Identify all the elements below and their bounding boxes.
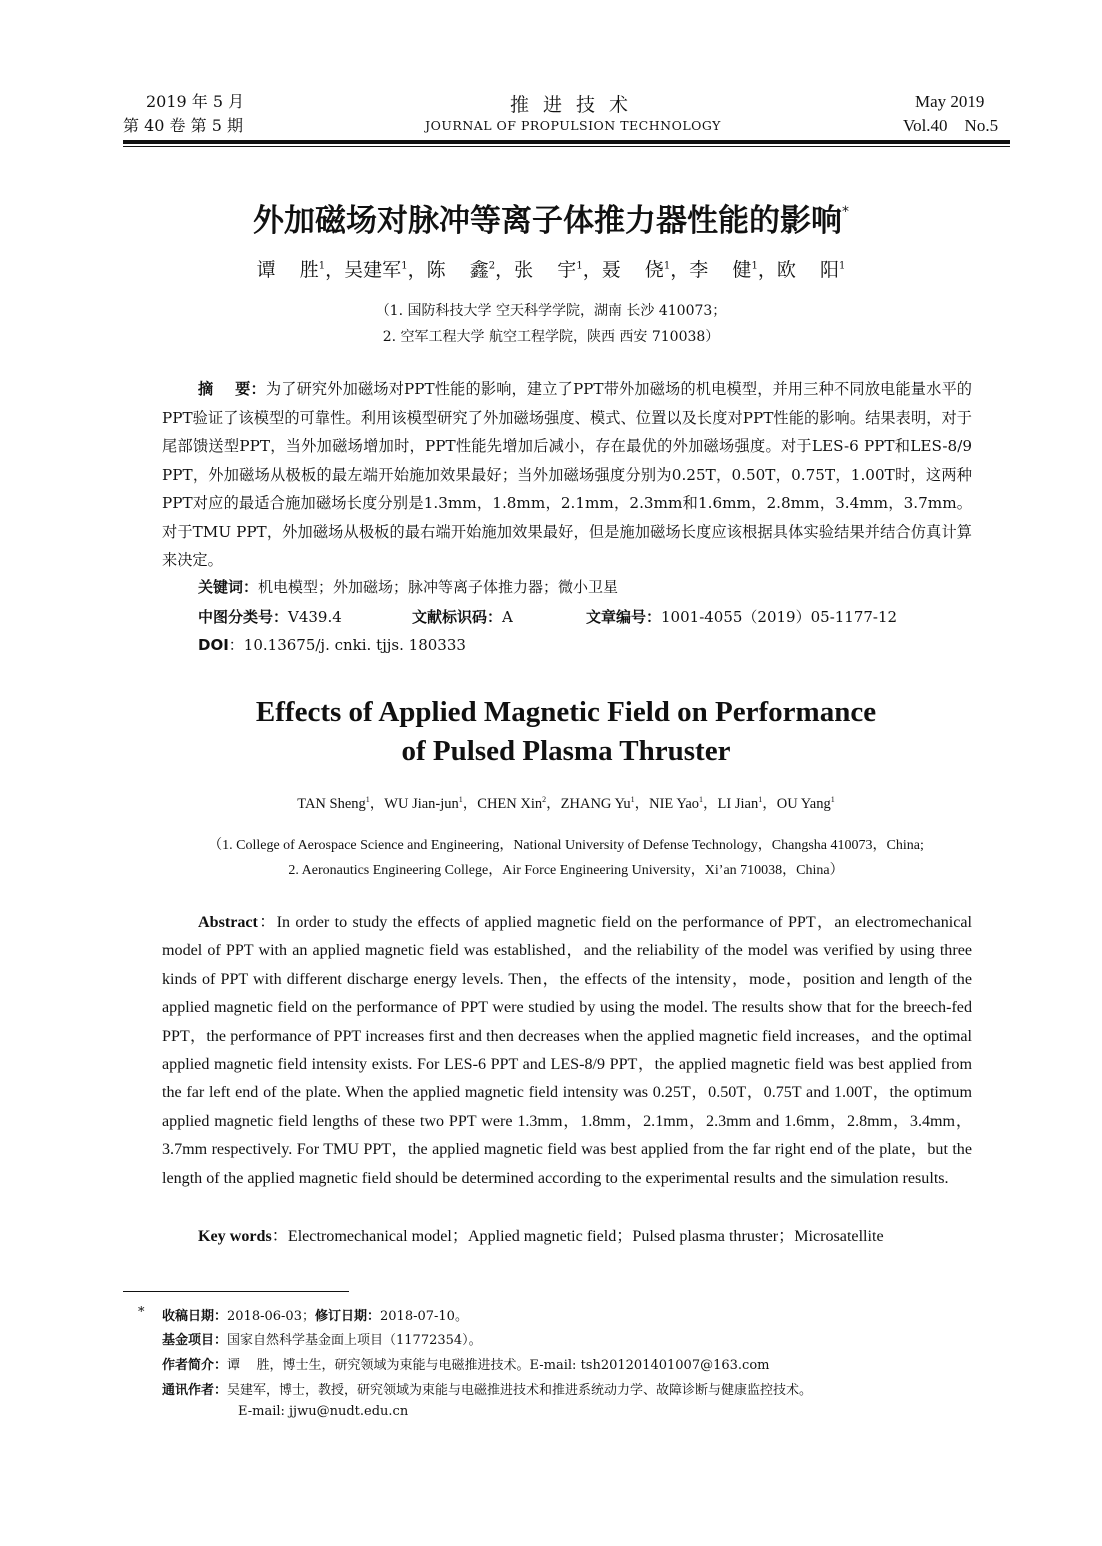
- article-number-label: 文章编号：: [586, 608, 662, 626]
- revised-label: 修订日期：: [314, 1309, 380, 1324]
- doi-label: DOI: [198, 636, 229, 654]
- issue-date-cn: 2019 年 5 月: [146, 92, 245, 111]
- author-cn: 陈 鑫: [426, 259, 489, 281]
- corresponding-label: 通讯作者：: [162, 1383, 228, 1398]
- abstract-en-text: ：In order to study the effects of applied magnetic field on the performance of PPT，an electromechanical model of PPT with an applied magnetic field was established，and the reliability of the model was verified by using three kinds of PPT with different discharge energy levels. Then，the effects of the intensity，mode，position and length of the applied magnetic field on the performance of PPT were studied by using the model. The results show that for the breech-fed PPT，the performance of PPT increases first and then decreases when the applied magnetic field increases，and the optimal applied magnetic field intensity exists. For LES-6 PPT and LES-8/9 PPT，the applied magnetic field was best applied from the far left end of the plate. When the applied magnetic field intensity was 0.25T，0.50T，0.75T and 1.00T，the optimum applied magnetic field lengths of these two PPT were 1.3mm，1.8mm，2.1mm，2.3mm and 1.6mm，2.8mm，3.4mm，3.7mm respectively. For TMU PPT，the applied magnetic field was best applied from the far right end of the plate，but the length of the applied magnetic field should be determined according to the experimental results and the simulation results.: [162, 914, 972, 1187]
- author-en: CHEN Xin: [477, 796, 543, 812]
- doi[interactable]: [198, 634, 466, 655]
- paper-title-en-line1: Effects of Applied Magnetic Field on Performance: [255, 696, 877, 728]
- doc-code: [412, 606, 513, 627]
- footnote-star: *: [138, 1305, 145, 1320]
- author-sup: 1: [830, 795, 835, 805]
- corresponding-email[interactable]: E-mail: jjwu@nudt.edu.cn: [238, 1404, 409, 1419]
- footnote-fund: [162, 1329, 482, 1348]
- paper-title-cn-text: 外加磁场对脉冲等离子体推力器性能的影响: [253, 203, 842, 239]
- authors-en: TAN Sheng$^1$，WU Jian-jun$^1$，CHEN Xin$^2$，ZHANG Yu$^1$，NIE Yao$^1$，LI Jian$^1$，OU Yang$^1$: [297, 795, 835, 812]
- author-sup: 1: [758, 795, 763, 805]
- revised-value: 2018-07-10。: [380, 1309, 468, 1324]
- volume-issue-cn: 第 40 卷 第 5 期: [123, 116, 243, 135]
- author-sup: 1: [663, 260, 671, 272]
- journal-title-cn: 推进技术: [509, 94, 642, 116]
- doc-code-value: A: [502, 608, 513, 626]
- author-sup: 1: [630, 795, 635, 805]
- keywords-en-label: Key words: [198, 1228, 272, 1245]
- author-sup: 1: [576, 260, 583, 272]
- abstract-en: [162, 909, 972, 1193]
- article-number-value: 1001-4055（2019）05-1177-12: [661, 608, 898, 626]
- abstract-cn-label: 摘 要：: [198, 380, 266, 398]
- author-bio-value: 谭 胜，博士生，研究领域为束能与电磁推进技术。E-mail: tsh201201401007@163.com: [227, 1358, 770, 1373]
- footnote-rule: [123, 1291, 349, 1292]
- author-cn: 吴建军: [344, 259, 402, 281]
- author-sup: 1: [318, 260, 326, 272]
- clc-label: 中图分类号：: [198, 608, 289, 626]
- header-rule-thin: [123, 146, 1010, 147]
- received-label: 收稿日期：: [162, 1309, 228, 1324]
- keywords-cn-label: 关键词：: [198, 578, 259, 596]
- author-en: OU Yang: [776, 796, 831, 812]
- author-cn: 张 宇: [514, 259, 577, 281]
- article-number: [586, 606, 897, 627]
- author-sup: 1: [458, 795, 463, 805]
- author-en: LI Jian: [717, 796, 759, 812]
- author-sup: 1: [839, 260, 846, 272]
- clc-value: V439.4: [288, 608, 342, 626]
- keywords-cn: [198, 576, 618, 597]
- author-cn: 欧 阳: [776, 259, 839, 281]
- author-sup: 1: [365, 795, 370, 805]
- fund-value: 国家自然科学基金面上项目（11772354）。: [227, 1333, 482, 1348]
- author-sup: 1: [699, 795, 704, 805]
- author-cn: 李 健: [689, 259, 752, 281]
- volume-issue-en: Vol.40 No.5: [903, 116, 999, 135]
- issue-date-en: May 2019: [915, 92, 985, 111]
- author-en: ZHANG Yu: [560, 796, 631, 812]
- author-en: WU Jian-jun: [384, 796, 459, 812]
- footnote-author: [162, 1354, 769, 1373]
- clc-number: [198, 606, 342, 627]
- author-sup: 2: [488, 260, 496, 272]
- keywords-en: [198, 1222, 884, 1246]
- affiliation-en-1: （1. College of Aerospace Science and Engineering，National University of Defense Technology，Changsha 410073，China;: [208, 838, 924, 853]
- author-sup: 2: [542, 795, 547, 805]
- journal-title-en: JOURNAL OF PROPULSION TECHNOLOGY: [425, 118, 721, 133]
- footnote-corresponding: [162, 1379, 812, 1398]
- corresponding-value: 吴建军，博士，教授，研究领域为束能与电磁推进技术和推进系统动力学、故障诊断与健康监控技术。: [227, 1383, 813, 1398]
- footnote-dates: [162, 1305, 468, 1324]
- author-bio-label: 作者简介：: [162, 1358, 228, 1373]
- affiliation-en-2: 2. Aeronautics Engineering College，Air Force Engineering University，Xi’an 710038，China）: [288, 863, 844, 878]
- author-cn: 聂 侥: [601, 259, 664, 281]
- keywords-en-text: ：Electromechanical model；Applied magnetic field；Pulsed plasma thruster；Microsatellite: [271, 1228, 884, 1245]
- header-rule-thick: [123, 140, 1010, 144]
- affiliation-cn-1: （1. 国防科技大学 空天科学学院，湖南 长沙 410073；: [375, 303, 727, 319]
- author-sup: 1: [401, 260, 408, 272]
- affiliation-cn-2: 2. 空军工程大学 航空工程学院，陕西 西安 710038）: [382, 329, 720, 345]
- paper-title-en-line2: of Pulsed Plasma Thruster: [401, 735, 731, 767]
- doi-value: ：10.13675/j. cnki. tjjs. 180333: [228, 636, 466, 654]
- abstract-cn-text: 为了研究外加磁场对PPT性能的影响，建立了PPT带外加磁场的机电模型，并用三种不同放电能量水平的PPT验证了该模型的可靠性。利用该模型研究了外加磁场强度、模式、位置以及长度对PPT性能的影响。结果表明，对于尾部馈送型PPT，当外加磁场增加时，PPT性能先增加后减小，存在最优的外加磁场强度。对于LES-6 PPT和LES-8/9 PPT，外加磁场从极板的最左端开始施加效果最好；当外加磁场强度分别为0.25T，0.50T，0.75T，1.00T时，这两种PPT对应的最适合施加磁场长度分别是1.3mm，1.8mm，2.1mm，2.3mm和1.6mm，2.8mm，3.4mm，3.7mm。对于TMU PPT，外加磁场从极板的最右端开始施加效果最好，但是施加磁场长度应该根据具体实验结果并结合仿真计算来决定。: [162, 380, 972, 569]
- received-value: 2018-06-03；: [227, 1309, 315, 1324]
- author-cn: 谭 胜: [256, 259, 319, 281]
- author-en: TAN Sheng: [297, 796, 366, 812]
- paper-title-cn: [60, 195, 1042, 240]
- abstract-en-label: Abstract: [198, 914, 258, 931]
- authors-cn: 谭 胜$^1$，吴建军$^1$，陈 鑫$^2$，张 宇$^1$，聂 侥$^1$，李 健$^1$，欧 阳$^1$: [256, 259, 846, 281]
- keywords-cn-text: 机电模型；外加磁场；脉冲等离子体推力器；微小卫星: [258, 578, 619, 596]
- doc-code-label: 文献标识码：: [412, 608, 503, 626]
- author-en: NIE Yao: [649, 796, 700, 812]
- fund-label: 基金项目：: [162, 1333, 228, 1348]
- author-sup: 1: [751, 260, 758, 272]
- title-footnote-mark: *: [842, 203, 849, 220]
- abstract-cn: [162, 375, 972, 575]
